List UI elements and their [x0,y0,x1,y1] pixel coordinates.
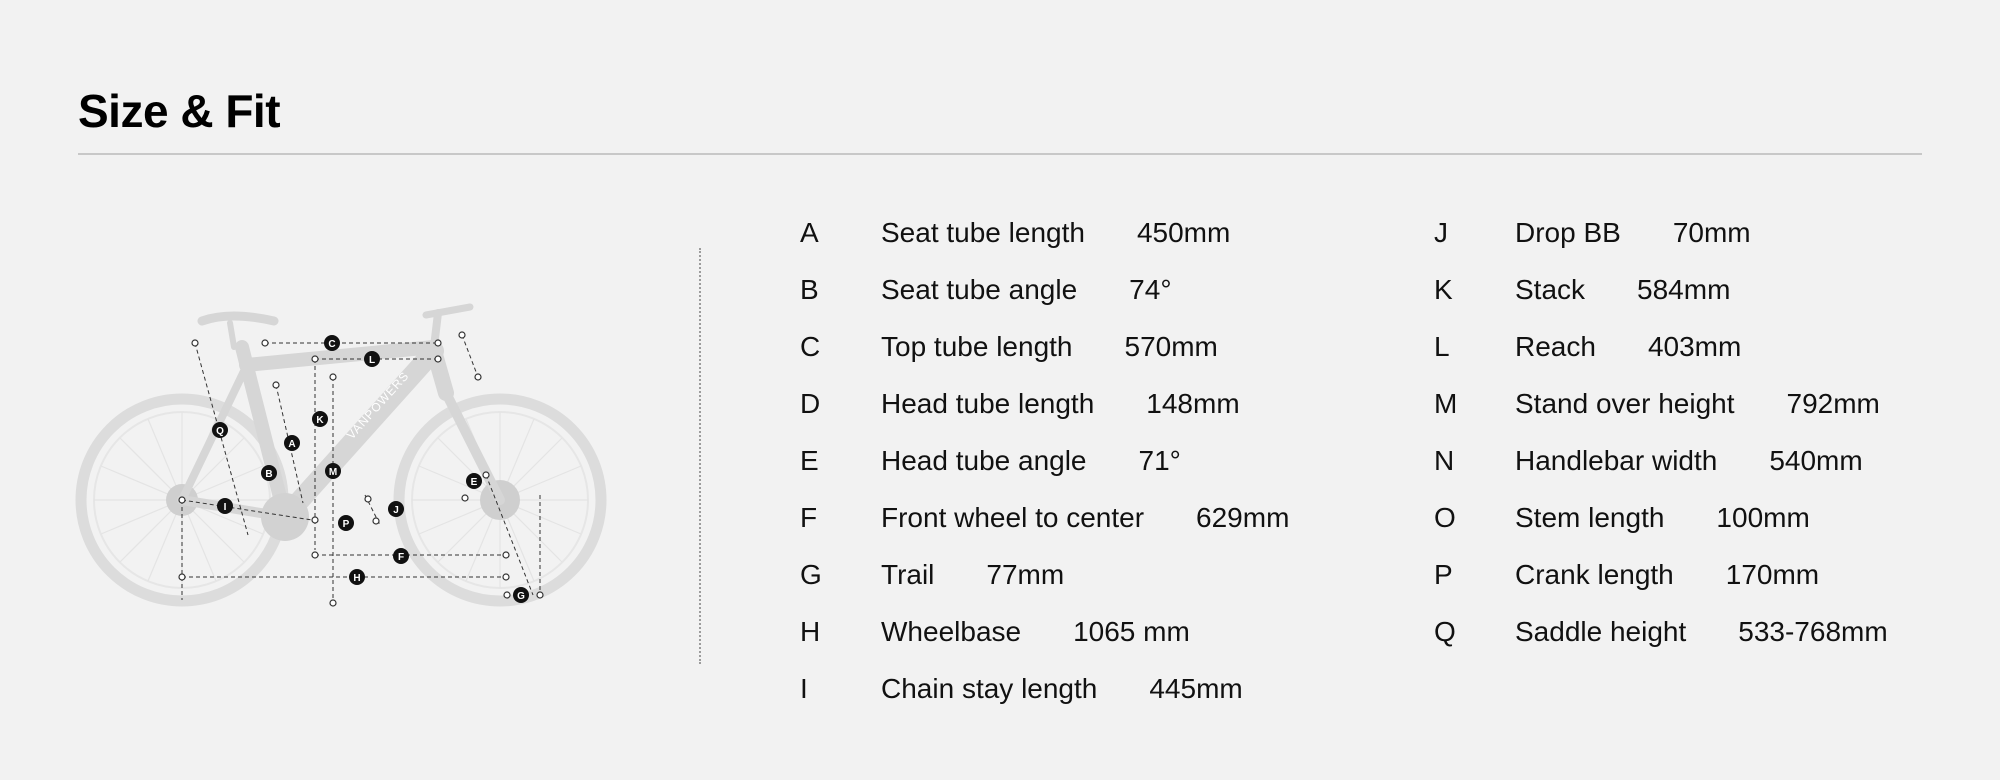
spec-name: Seat tube length [881,216,1085,248]
marker-f [393,548,409,564]
spec-row [800,375,1289,432]
spec-letter: G [800,558,822,590]
svg-text:E: E [470,477,478,488]
spec-name: Seat tube angle [881,273,1078,305]
spec-row [1434,603,1888,660]
spec-row [1434,432,1888,489]
spec-value: 445mm [1149,672,1243,704]
spec-value: 792mm [1786,387,1880,419]
marker-l [364,351,380,367]
spec-value: 629mm [1196,501,1290,533]
spec-letter: F [800,501,818,533]
spec-list-left [800,204,1289,717]
spec-name: Saddle height [1515,615,1687,647]
spec-letter: O [1434,501,1456,533]
marker-i [217,498,233,514]
spec-value: 71° [1138,444,1181,476]
spec-row [800,318,1289,375]
spec-value: 584mm [1637,273,1731,305]
bike-geometry-illustration [70,295,630,615]
spec-letter: M [1434,387,1458,419]
spec-row [800,546,1289,603]
spec-name: Front wheel to center [881,501,1145,533]
spec-name: Trail [881,558,935,590]
spec-name: Drop BB [1515,216,1621,248]
spec-name: Handlebar width [1515,444,1718,476]
marker-c [324,335,340,351]
marker-p [338,515,354,531]
spec-letter: P [1434,558,1453,590]
marker-b [261,465,277,481]
spec-value: 450mm [1136,216,1231,248]
spec-name: Wheelbase [881,615,1022,647]
spec-letter: Q [1434,615,1456,647]
section-divider [699,248,701,664]
spec-name: Stand over height [1515,387,1735,419]
svg-text:Q: Q [216,426,224,437]
marker-a [284,435,300,451]
spec-row [800,489,1289,546]
spec-name: Chain stay length [881,672,1098,704]
bike-geometry-svg [70,295,630,615]
svg-text:M: M [328,467,338,478]
spec-row [1434,318,1888,375]
spec-letter: L [1434,330,1450,362]
frame-brand-text: VANPOWERS [343,368,412,443]
spec-letter: H [800,615,821,647]
svg-text:A: A [288,439,296,450]
spec-name: Stack [1515,273,1586,305]
spec-value: 570mm [1124,330,1218,362]
svg-text:L: L [368,355,376,366]
spec-value: 540mm [1769,444,1863,476]
marker-q [212,422,228,438]
svg-text:I: I [223,502,227,513]
spec-value: 403mm [1647,330,1742,362]
spec-letter: D [800,387,821,419]
spec-letter: J [1434,216,1448,248]
spec-row [800,432,1289,489]
spec-list-right [1434,204,1888,660]
spec-row [1434,546,1888,603]
svg-text:H: H [353,573,361,584]
spec-name: Head tube angle [881,444,1087,476]
spec-value: 170mm [1725,558,1820,590]
marker-m [325,463,341,479]
svg-text:P: P [342,519,350,530]
spec-row [800,660,1289,717]
spec-value: 533-768mm [1738,615,1888,647]
spec-value: 70mm [1672,216,1751,248]
marker-k [312,411,328,427]
title-divider [78,153,1922,155]
svg-text:B: B [265,469,273,480]
page-title: Size & Fit [78,85,281,137]
spec-row [1434,489,1888,546]
svg-text:C: C [328,339,336,350]
spec-name: Crank length [1515,558,1674,590]
spec-letter: I [800,672,808,704]
spec-letter: N [1434,444,1455,476]
spec-letter: A [800,216,819,248]
spec-row [800,261,1289,318]
spec-value: 100mm [1716,501,1810,533]
spec-letter: K [1434,273,1453,305]
marker-e [466,473,482,489]
svg-text:F: F [397,552,405,563]
spec-value: 77mm [986,558,1065,590]
spec-letter: B [800,273,819,305]
spec-value: 148mm [1146,387,1240,419]
spec-row [1434,375,1888,432]
spec-row [800,603,1289,660]
spec-value: 74° [1129,273,1172,305]
marker-g [513,587,529,603]
spec-row [1434,261,1888,318]
svg-text:J: J [393,505,399,516]
spec-letter: E [800,444,819,476]
spec-name: Top tube length [881,330,1073,362]
spec-name: Stem length [1515,501,1665,533]
spec-row [1434,204,1888,261]
spec-row [800,204,1289,261]
spec-value: 1065 mm [1073,615,1190,647]
spec-name: Reach [1515,330,1596,362]
spec-letter: C [800,330,821,362]
svg-text:K: K [316,415,324,426]
crankset [261,493,309,541]
spec-name: Head tube length [881,387,1095,419]
marker-h [349,569,365,585]
marker-j [388,501,404,517]
svg-text:G: G [517,591,525,602]
